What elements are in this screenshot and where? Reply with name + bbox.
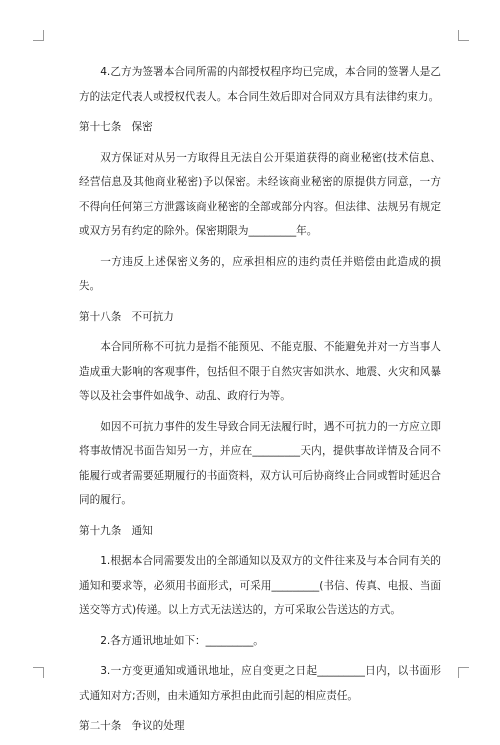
crop-mark-top-left (33, 30, 44, 41)
clause-paragraph: 一方违反上述保密义务的，应承担相应的违约责任并赔偿由此造成的损失。 (79, 255, 441, 292)
clause-paragraph: 本合同所称不可抗力是指不能预见、不能克服、不能避免并对一方当事人造成重大影响的客观事件，包括但不限于自然灾害如洪水、地震、火灾和风暴等以及社会事件如战争、动乱、政府行为等。 (79, 341, 441, 402)
clause-paragraph: 双方保证对从另一方取得且无法自公开渠道获得的商业秘密(技术信息、经营信息及其他商业秘密)予以保密。未经该商业秘密的原提供方同意，一方不得向任何第三方泄露该商业秘密的全部或部分内容。但法律、法规另有规定或双方另有约定的除外。保密期限为_________年。 (79, 151, 441, 237)
clause-paragraph: 3.一方变更通知或通讯地址，应自变更之日起_________日内，以书面形式通知对方;否则，由未通知方承担由此而引起的相应责任。 (79, 665, 441, 702)
article-heading-18: 第十八条 不可抗力 (79, 310, 174, 323)
clause-paragraph: 1.根据本合同需要发出的全部通知以及双方的文件往来及与本合同有关的通知和要求等，必须用书面形式，可采用_________(书信、传真、电报、当面送交等方式)传递。以上方式无法送达的，方可采取公告送达的方式。 (79, 555, 441, 616)
clause-paragraph: 4.乙方为签署本合同所需的内部授权程序均已完成，本合同的签署人是乙方的法定代表人或授权代表人。本合同生效后即对合同双方具有法律约束力。 (79, 66, 441, 103)
article-heading-17: 第十七条 保密 (79, 121, 153, 133)
crop-mark-bottom-left (33, 667, 44, 678)
crop-mark-bottom-right (458, 667, 469, 678)
document-body (79, 60, 441, 745)
clause-paragraph: 2.各方通讯地址如下：_________。 (100, 634, 264, 647)
article-heading-20: 第二十条 争议的处理 (79, 720, 185, 732)
clause-paragraph: 如因不可抗力事件的发生导致合同无法履行时，遇不可抗力的一方应立即将事故情况书面告知另一方，并应在_________天内，提供事故详情及合同不能履行或者需要延期履行的书面资料，双方认可后协商终止合同或暂时延迟合同的履行。 (79, 420, 441, 506)
crop-mark-top-right (458, 30, 469, 41)
article-heading-19: 第十九条 通知 (79, 524, 153, 537)
